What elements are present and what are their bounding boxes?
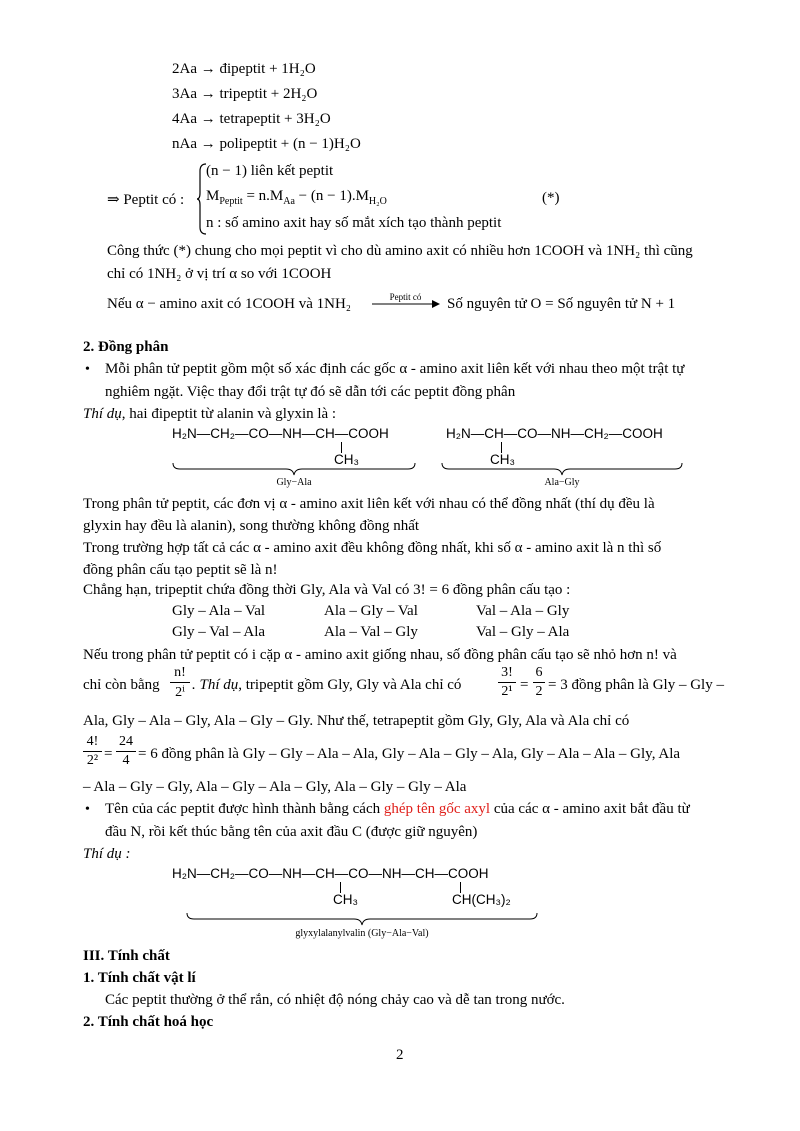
isomer-item: Val – Ala – Gly [476,603,570,619]
right-arrow-icon [372,298,442,310]
tripeptide-label: glyxylalanylvalin (Gly−Ala−Val) [295,928,429,939]
tripeptide-formula: H₂N—CH₂—CO—NH—CH—CO—NH—CH—COOH [172,866,489,881]
fraction-4-factorial: 4! 2² [83,734,102,769]
paragraph-8: – Ala – Gly – Gly, Ala – Gly – Ala – Gly, Ala – Gly – Gly – Ala [83,779,467,795]
equals-sign: = [104,746,113,762]
peptide-system-line1: (n − 1) liên kết peptit [206,163,334,179]
peptide-system-line3: n : số amino axit hay số mắt xích tạo thành peptit [206,215,502,231]
isomer-item: Gly – Val – Ala [172,624,266,640]
isomer-item: Gly – Ala – Val [172,603,266,619]
gly-ala-branch: CH₃ [334,452,359,467]
physical-properties-text: Các peptit thường ở thể rắn, có nhiệt độ nóng chảy cao và dễ tan trong nước. [105,992,565,1008]
isomer-item: Val – Gly – Ala [476,624,570,640]
paragraph-7: = 6 đồng phân là Gly – Gly – Ala – Ala, Gly – Ala – Gly – Ala, Gly – Ala – Ala – Gly, Ala [138,746,681,762]
note-line-3-left: Nếu α − amino axit có 1COOH và 1NH₂ [107,296,352,312]
section-title-isomers: 2. Đồng phân [83,339,169,355]
bullet1-line-b: nghiêm ngặt. Việc thay đổi trật tự đó sẽ dẫn tới các peptit đồng phân [105,384,516,400]
example-2-intro: Thí dụ : [83,846,131,862]
underbrace-icon [186,912,538,926]
section-title-properties: III. Tính chất [83,948,170,964]
peptide-system-prefix: ⇒ Peptit có : [107,192,185,208]
paragraph-6: Ala, Gly – Ala – Gly, Ala – Gly – Gly. Như thế, tetrapeptit gồm Gly, Gly, Ala và Ala chỉ có [83,713,630,729]
paragraph-2-b: đồng phân cấu tạo peptit sẽ là n! [83,562,278,578]
isomer-item: Ala – Val – Gly [324,624,418,640]
paragraph-4: Nếu trong phân tử peptit có i cặp α - amino axit giống nhau, số đồng phân cấu tạo sẽ nhỏ hơn n! và [83,647,677,663]
equals-sign: = [520,677,529,693]
note-line-2: chỉ có 1NH₂ ở vị trí α so với 1COOH [107,266,332,282]
formula-mark: (*) [542,190,560,206]
underbrace-icon [172,462,416,476]
note-line-1: Công thức (*) chung cho mọi peptit vì cho dù amino axit có nhiều hơn 1COOH và 1NH₂ thì cũng [107,243,693,259]
fraction-3-factorial: 3! 2¹ [498,665,516,700]
equation-tetrapeptide: 4Aa → tetrapeptit + 3H₂O [172,111,331,127]
example-intro: Thí dụ, hai đipeptit từ alanin và glyxin là : [83,406,337,422]
paragraph-1-b: glyxin hay đều là alanin), song thường không đồng nhất [83,518,420,534]
tripeptide-branch-1: CH₃ [333,892,358,907]
bullet2-line-a: Tên của các peptit được hình thành bằng cách ghép tên gốc axyl của các α - amino axit bắt đầu từ [105,801,690,817]
ala-gly-formula: H₂N—CH—CO—NH—CH₂—COOH [446,426,663,441]
ala-gly-label: Ala−Gly [544,477,580,488]
note-line-3-right: Số nguyên tử O = Số nguyên tử N + 1 [447,296,676,312]
isomer-item: Ala – Gly – Val [324,603,418,619]
underbrace-icon [441,462,683,476]
paragraph-5-b: . Thí dụ, tripeptit gồm Gly, Gly và Ala chỉ có [192,677,462,693]
paragraph-5-d: = 3 đồng phân là Gly – Gly – [548,677,724,693]
bullet-icon: • [85,802,90,817]
equation-tripeptide: 3Aa → tripeptit + 2H₂O [172,86,318,102]
peptide-system-line2: $M_{Peptit} = n.M_{Aa} - (n - 1).M_{H_2O}$ [206,188,387,207]
paragraph-3: Chẳng hạn, tripeptit chứa đồng thời Gly, Ala và Val có 3! = 6 đồng phân cấu tạo : [83,582,571,598]
equation-dipeptide: 2Aa → đipeptit + 1H₂O [172,61,316,77]
fraction-24-over-4: 24 4 [116,734,136,769]
subsection-chemical: 2. Tính chất hoá học [83,1014,214,1030]
paragraph-2-a: Trong trường hợp tất cả các α - amino axit đều không đồng nhất, khi số α - amino axit là n thì số [83,540,662,556]
highlight-text: ghép tên gốc axyl [383,801,491,817]
bullet1-line-a: Mỗi phân tử peptit gồm một số xác định các gốc α - amino axit liên kết với nhau theo một trật tự [105,361,685,377]
equation-polypeptide: nAa → polipeptit + (n − 1)H₂O [172,136,361,152]
fraction-6-over-2: 6 2 [533,665,545,700]
bullet2-line-b: đầu N, rồi kết thúc bằng tên của axit đầu C (được giữ nguyên) [105,824,478,840]
fraction-n-factorial: n! 2ⁱ [170,665,190,701]
paragraph-1-a: Trong phân tử peptit, các đơn vị α - amino axit liên kết với nhau có thể đồng nhất (thí dụ đều là [83,496,655,512]
bullet-icon: • [85,362,90,377]
note-arrow-label: Peptit có [389,292,422,302]
paragraph-5-a: chỉ còn bằng [83,677,160,693]
subsection-physical: 1. Tính chất vật lí [83,970,196,986]
ala-gly-branch: CH₃ [490,452,515,467]
tripeptide-branch-2: CH(CH₃)₂ [452,892,511,907]
gly-ala-formula: H₂N—CH₂—CO—NH—CH—COOH [172,426,389,441]
page-number: 2 [396,1047,404,1063]
gly-ala-label: Gly−Ala [276,477,312,488]
